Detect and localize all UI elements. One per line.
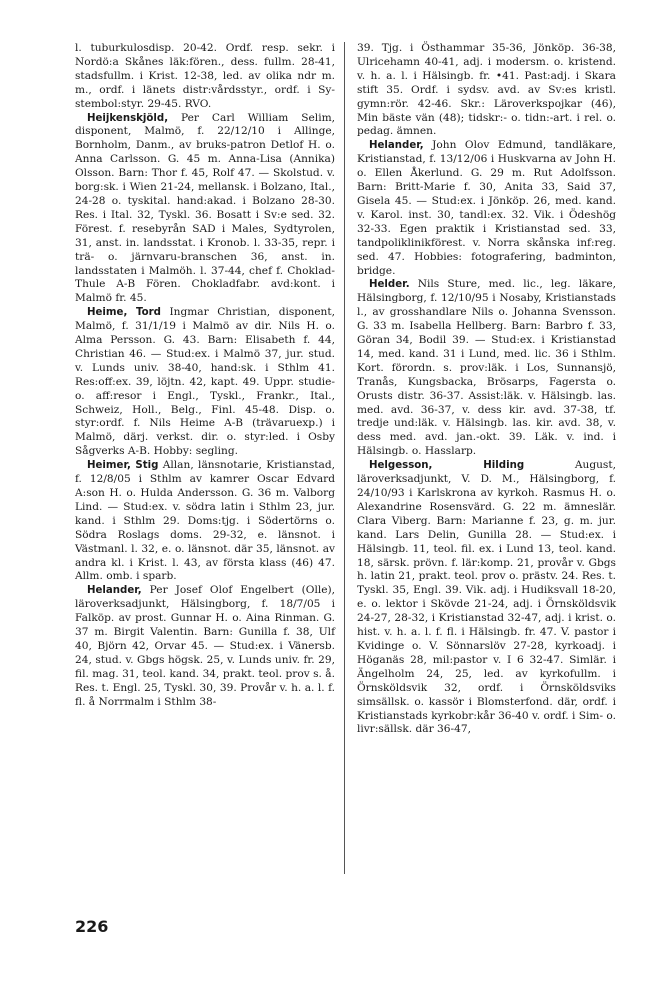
entry-name: Heijkenskjöld, [87,112,169,124]
entry-name: Helander, [87,585,142,597]
entry-name: Helander, [369,140,424,152]
right-column [357,42,616,737]
continued-entry: l. tuburkulosdisp. 20-42. Ordf. resp. sekr. i Nordö:a Skånes läk:fören., dess. fullm. 28-41, stadsfullm. i Krist. 12-38, led. av olika ndr m. m., ordf. i länets distr:vårdsstyr., ordf. i Sy-stembol:styr. 29-45. RVO. [75,42,335,110]
entry-helander-olle [75,584,335,709]
column-divider [344,42,345,874]
entry-heijkenskjold [75,112,335,307]
entry-text: Ingmar Christian, disponent, Malmö, f. 31/1/19 i Malmö av dir. Nils H. o. Alma Persson. G. 43. Barn: Elisabeth f. 44, Christian 46. — Stud:ex. i Malmö 37, jur. stud. v. Lunds univ. 38-40, hand:sk. i Sthlm 41. Res:off:ex. 39, löjtn. 42, kapt. 49. Uppr. studie- o. aff:resor i Engl., Tyskl., Frankr., Ital., Schweiz, Holl., Belg., Finl. 45-48. Disp. o. styr:ordf. f. Nils Heime A-B (trävaruexp.) i Malmö, därj. verkst. dir. o. styr:led. i Osby Sågverks A-B. Hobby: segling. [75,306,335,458]
entry-helgesson [357,459,616,737]
continued-entry: 39. Tjg. i Östhammar 35-36, Jönköp. 36-38, Ulricehamn 40-41, adj. i modersm. o. kristend. v. h. a. l. i Hälsingb. fr. •41. Past:adj. i Skara stift 35. Ordf. i sydsv. avd. av Sv:es kristl. gymn:rör. 42-46. Skr.: Läroverkspojkar (46), Min bäste vän (48); tidskr:- o. tidn:-art. i rel. o. pedag. ämnen. [357,42,616,138]
entry-text: Per Josef Olof Engelbert (Olle), läroverksadjunkt, Hälsingborg, f. 18/7/05 i Falköp. av prost. Gunnar H. o. Aina Rinman. G. 37 m. Birgit Valentin. Barn: Gunilla f. 38, Ulf 40, Björn 42, Orvar 45. — Stud:ex. i Vänersb. 24, stud. v. Gbgs högsk. 25, v. Lunds univ. fr. 29, fil. mag. 31, teol. kand. 34, prakt. teol. prov s. å. Res. t. Engl. 25, Tyskl. 30, 39. Provår v. h. a. l. f. fl. å Norrmalm i Sthlm 38- [75,584,335,708]
entry-helander-john [357,139,616,278]
entry-heimer [75,459,335,584]
entry-text: August, läroverksadjunkt, V. D. M., Hälsingborg, f. 24/10/93 i Karlskrona av kyrkoh. Rasmus H. o. Alexandrine Rosensvärd. G. 22 m. ämneslär. Clara Viberg. Barn: Marianne f. 23, g. m. jur. kand. Lars Delin, Gunilla 28. — Stud:ex. i Hälsingb. 11, teol. fil. ex. i Lund 13, teol. kand. 18, särsk. prövn. f. lär:komp. 21, provår v. Gbgs h. latin 21, prakt. teol. prov o. prästv. 24. Res. t. Tyskl. 35, Engl. 39. Vik. adj. i Hudiksvall 18-20, e. o. lektor i Skövde 21-24, adj. i Örnsköldsvik 24-27, 28-32, i Kristianstad 32-47, adj. i krist. o. hist. v. h. a. l. f. fl. i Hälsingb. fr. 47. V. pastor i Kvidinge o. V. Sönnarslöv 27-28, kyrkoadj. i Höganäs 28, mil:pastor v. I 6 32-47. Simlär. i Ängelholm 24, 25, led. av kyrkofullm. i Örnsköldsvik 32, ordf. i Örnsköldsviks simsällsk. o. kassör i Blomsterfond. där, ordf. i Kristianstads kyrkobr:kår 36-40 v. ordf. i Sim- o. livr:sällsk. där 36-47, [357,459,616,736]
entry-text: Per Carl William Selim, disponent, Malmö, f. 22/12/10 i Allinge, Bornholm, Danm., av bruks-patron Detlof H. o. Anna Carlsson. G. 45 m. Anna-Lisa (Annika) Olsson. Barn: Thor f. 45, Rolf 47. — Skolstud. v. borg:sk. i Wien 21-24, mellansk. i Bolzano, Ital., 24-28 o. tyskital. hand:akad. i Bolzano 28-30. Res. i Ital. 32, Tyskl. 36. Bosatt i Sv:e sed. 32. Förest. f. resebyrån SAD i Males, Sydtyrolen, 31, anst. in. landsstat. i Kronob. l. 33-35, repr. i trä- o. järnvaru-branschen 36, anst. in. landsstaten i Malmöh. l. 37-44, chef f. Choklad-Thule A-B Fören. Chokladfabr. avd:kont. i Malmö fr. 45. [75,111,335,305]
entry-text: John Olov Edmund, tandläkare, Kristianstad, f. 13/12/06 i Huskvarna av John H. o. Ellen Åkerlund. G. 29 m. Rut Adolfsson. Barn: Britt-Marie f. 30, Anita 33, Said 37, Gisela 45. — Stud:ex. i Jönköp. 26, med. kand. v. Karol. inst. 30, tandl:ex. 32. Vik. i Ödeshög 32-33. Egen praktik i Kristianstad sed. 33, tandpoliklinikförest. v. Norra skånska inf:reg. sed. 47. Hobbies: fotografering, badminton, bridge. [357,139,616,277]
entry-name: Heimer, Stig [87,460,159,472]
page-number: 226 [75,917,109,936]
entry-heime [75,306,335,459]
left-column [75,42,335,710]
entry-name: Helgesson, Hilding [369,460,525,472]
entry-name: Helder. [369,279,410,291]
entry-name: Heime, Tord [87,307,161,319]
entry-text: Nils Sture, med. lic., leg. läkare, Hälsingborg, f. 12/10/95 i Nosaby, Kristianstads l., av grosshandlare Nils o. Johanna Svensson. G. 33 m. Isabella Hellberg. Barn: Barbro f. 33, Göran 34, Bodil 39. — Stud:ex. i Kristianstad 14, med. kand. 31 i Lund, med. lic. 36 i Sthlm. Kort. förordn. s. prov:läk. i Los, Sunnansjö, Tranås, Kungsbacka, Brösarps, Fagersta o. Orusts distr. 36-37. Assist:läk. v. Hälsingb. las. med. avd. 36-37, v. dess kir. avd. 37-38, tf. tredje und:läk. v. Hälsingb. las. kir. avd. 38, v. dess med. avd. jan.-okt. 39. Läk. v. ind. i Hälsingb. o. Hasslarp. [357,278,616,458]
entry-text: Allan, länsnotarie, Kristianstad, f. 12/8/05 i Sthlm av kamrer Oscar Edvard A:son H. o. Hulda Andersson. G. 36 m. Valborg Lind. — Stud:ex. v. södra latin i Sthlm 23, jur. kand. i Sthlm 29. Doms:tjg. i Södertörns o. Södra Roslags doms. 29-32, e. länsnot. i Västmanl. l. 32, e. o. länsnot. där 35, länsnot. av andra kl. i Krist. l. 43, av första klass (46) 47. Allm. omb. i sparb. [75,459,335,583]
entry-helder [357,278,616,459]
